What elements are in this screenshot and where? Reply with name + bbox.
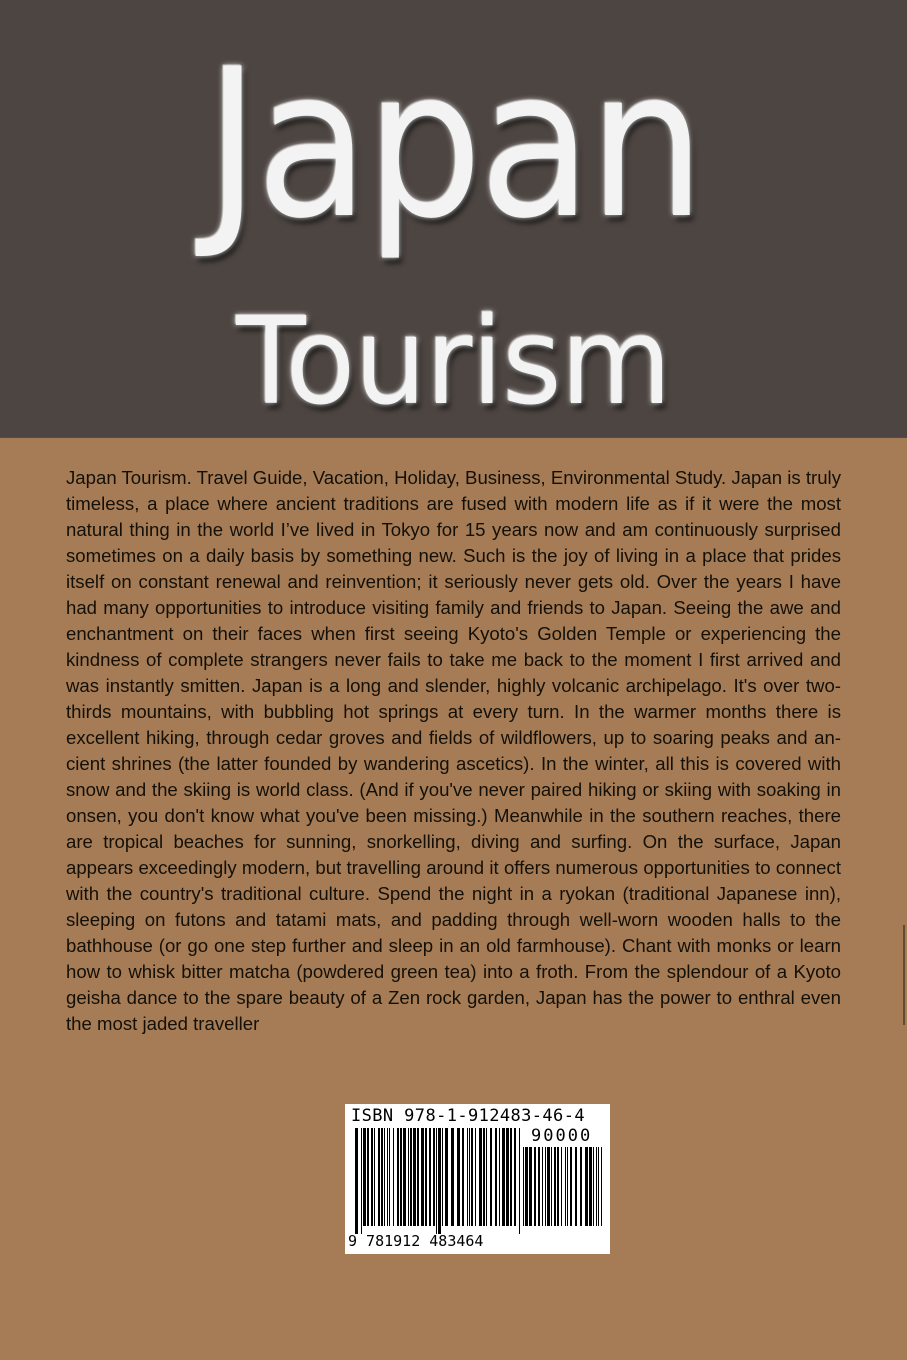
barcode-bar [510, 1128, 512, 1226]
barcode-bar [506, 1128, 509, 1226]
barcode-bar [442, 1128, 443, 1226]
barcode-bar [425, 1128, 427, 1226]
barcode-bar [538, 1147, 540, 1226]
barcode-bar [400, 1128, 402, 1226]
barcode-bar [374, 1128, 375, 1226]
barcode-bar [490, 1128, 492, 1226]
barcode-bar [393, 1128, 394, 1226]
addon-barcode-bars-icon [523, 1147, 602, 1234]
barcode-bar [408, 1128, 409, 1226]
cover-title-japan: Japan [205, 26, 702, 264]
price-code: 90000 [531, 1126, 593, 1146]
barcode-bar [355, 1128, 358, 1234]
ean-digits: 9 781912 483464 [348, 1232, 484, 1250]
back-cover-description: Japan Tourism. Travel Guide, Vacation, Holiday, Business, Environmental Study. Japan is truly timeless, a place where ancient traditions are fused with modern life as if it were the most natural thing in the world I’ve lived in Tokyo for 15 years now and am continuously surprised sometimes on a daily basis by something new. Such is the joy of living in a place that prides itself on constant renewal and reinvention; it seriously never gets old. Over the years I have had many opportunities to introduce visiting family and friends to Japan. Seeing the awe and enchantment on their faces when first seeing Kyoto's Golden Temple or experiencing the kindness of complete strangers never fails to take me back to the moment I first arrived and was instantly smitten. Japan is a long and slender, highly volcanic archipelago. It's over two-thirds mountains, with bubbling hot springs at every turn. In the warmer months there is excellent hiking, through cedar groves and fields of wildflowers, up to soaring peaks and ancient shrines (the latter founded by wandering ascetics). In the winter, all this is covered with snow and the skiing is world class. (And if you've never paired hiking or skiing with soaking in onsen, you don't know what you've been missing.) Meanwhile in the southern reaches, there are tropical beaches for sunning, snorkelling, diving and surfing. On the surface, Japan appears exceedingly modern, but travelling around it offers numerous opportunities to connect with the country's traditional culture. Spend the night in a ryokan (traditional Japanese inn), sleeping on futons and tatami mats, and padding through well-worn wooden halls to the bathhouse (or go one step further and sleep in an old farmhouse). Chant with monks or learn how to whisk bitter matcha (powdered green tea) into a froth. From the splendour of a Kyoto geisha dance to the spare beauty of a Zen rock garden, Japan has the power to enthral even the most jaded traveller [66, 467, 841, 1034]
barcode-bars-icon [355, 1128, 520, 1234]
isbn-label: ISBN 978-1-912483-46-4 [351, 1106, 585, 1126]
barcode-bar [438, 1128, 441, 1234]
barcode-bar [361, 1128, 362, 1234]
barcode-bar [410, 1128, 412, 1226]
barcode-bar [367, 1128, 369, 1226]
barcode-bar [436, 1128, 437, 1234]
barcode-bar [519, 1128, 520, 1234]
barcode-bar [381, 1128, 383, 1226]
barcode-bar [445, 1128, 448, 1226]
barcode-bar [433, 1128, 435, 1226]
barcode-bar [462, 1128, 464, 1226]
edge-mark [903, 925, 905, 1025]
barcode-bar [397, 1128, 399, 1226]
barcode-bar [575, 1147, 577, 1226]
barcode-bar [596, 1147, 597, 1226]
barcode-bar [384, 1128, 385, 1226]
barcode-bar [378, 1128, 380, 1226]
barcode-bar [601, 1147, 602, 1226]
barcode-bar [580, 1147, 582, 1226]
isbn-barcode [345, 1104, 610, 1254]
barcode-bar [585, 1147, 588, 1226]
title-panel [0, 0, 907, 437]
barcode-bar [529, 1147, 532, 1226]
barcode-bar [554, 1147, 556, 1226]
cover-title-tourism: Tourism [236, 293, 671, 432]
barcode-bar [417, 1128, 419, 1226]
barcode-bar [557, 1147, 559, 1226]
barcode-bar [551, 1147, 552, 1226]
barcode-bar [413, 1128, 416, 1226]
barcode-bar [593, 1147, 594, 1226]
barcode-bar [542, 1147, 543, 1226]
barcode-bar [483, 1128, 485, 1226]
barcode-bar [514, 1128, 516, 1226]
barcode-bar [547, 1147, 550, 1226]
barcode-bar [421, 1128, 424, 1226]
barcode-bar [451, 1128, 454, 1226]
barcode-bar [371, 1128, 373, 1226]
barcode-bar [403, 1128, 406, 1226]
barcode-bar [363, 1128, 366, 1226]
barcode-bar [499, 1128, 500, 1226]
barcode-bar [471, 1128, 473, 1226]
barcode-bar [475, 1128, 476, 1226]
barcode-bar [523, 1147, 524, 1226]
barcode-bar [502, 1128, 505, 1226]
panel-divider [0, 437, 907, 438]
barcode-bar [567, 1147, 568, 1226]
barcode-bar [589, 1147, 592, 1226]
barcode-bar [457, 1128, 460, 1226]
barcode-bar [525, 1147, 528, 1226]
barcode-bar [469, 1128, 470, 1226]
barcode-bar [479, 1128, 482, 1226]
barcode-bar [467, 1128, 468, 1226]
barcode-bar [545, 1147, 546, 1226]
barcode-bar [486, 1128, 487, 1226]
barcode-bar [495, 1128, 497, 1226]
barcode-bar [565, 1147, 566, 1226]
barcode-bar [570, 1147, 572, 1226]
barcode-bar [534, 1147, 536, 1226]
barcode-bar [598, 1147, 599, 1226]
barcode-bar [387, 1128, 388, 1226]
barcode-bar [561, 1147, 562, 1226]
barcode-bar [389, 1128, 390, 1226]
barcode-bar [429, 1128, 431, 1226]
